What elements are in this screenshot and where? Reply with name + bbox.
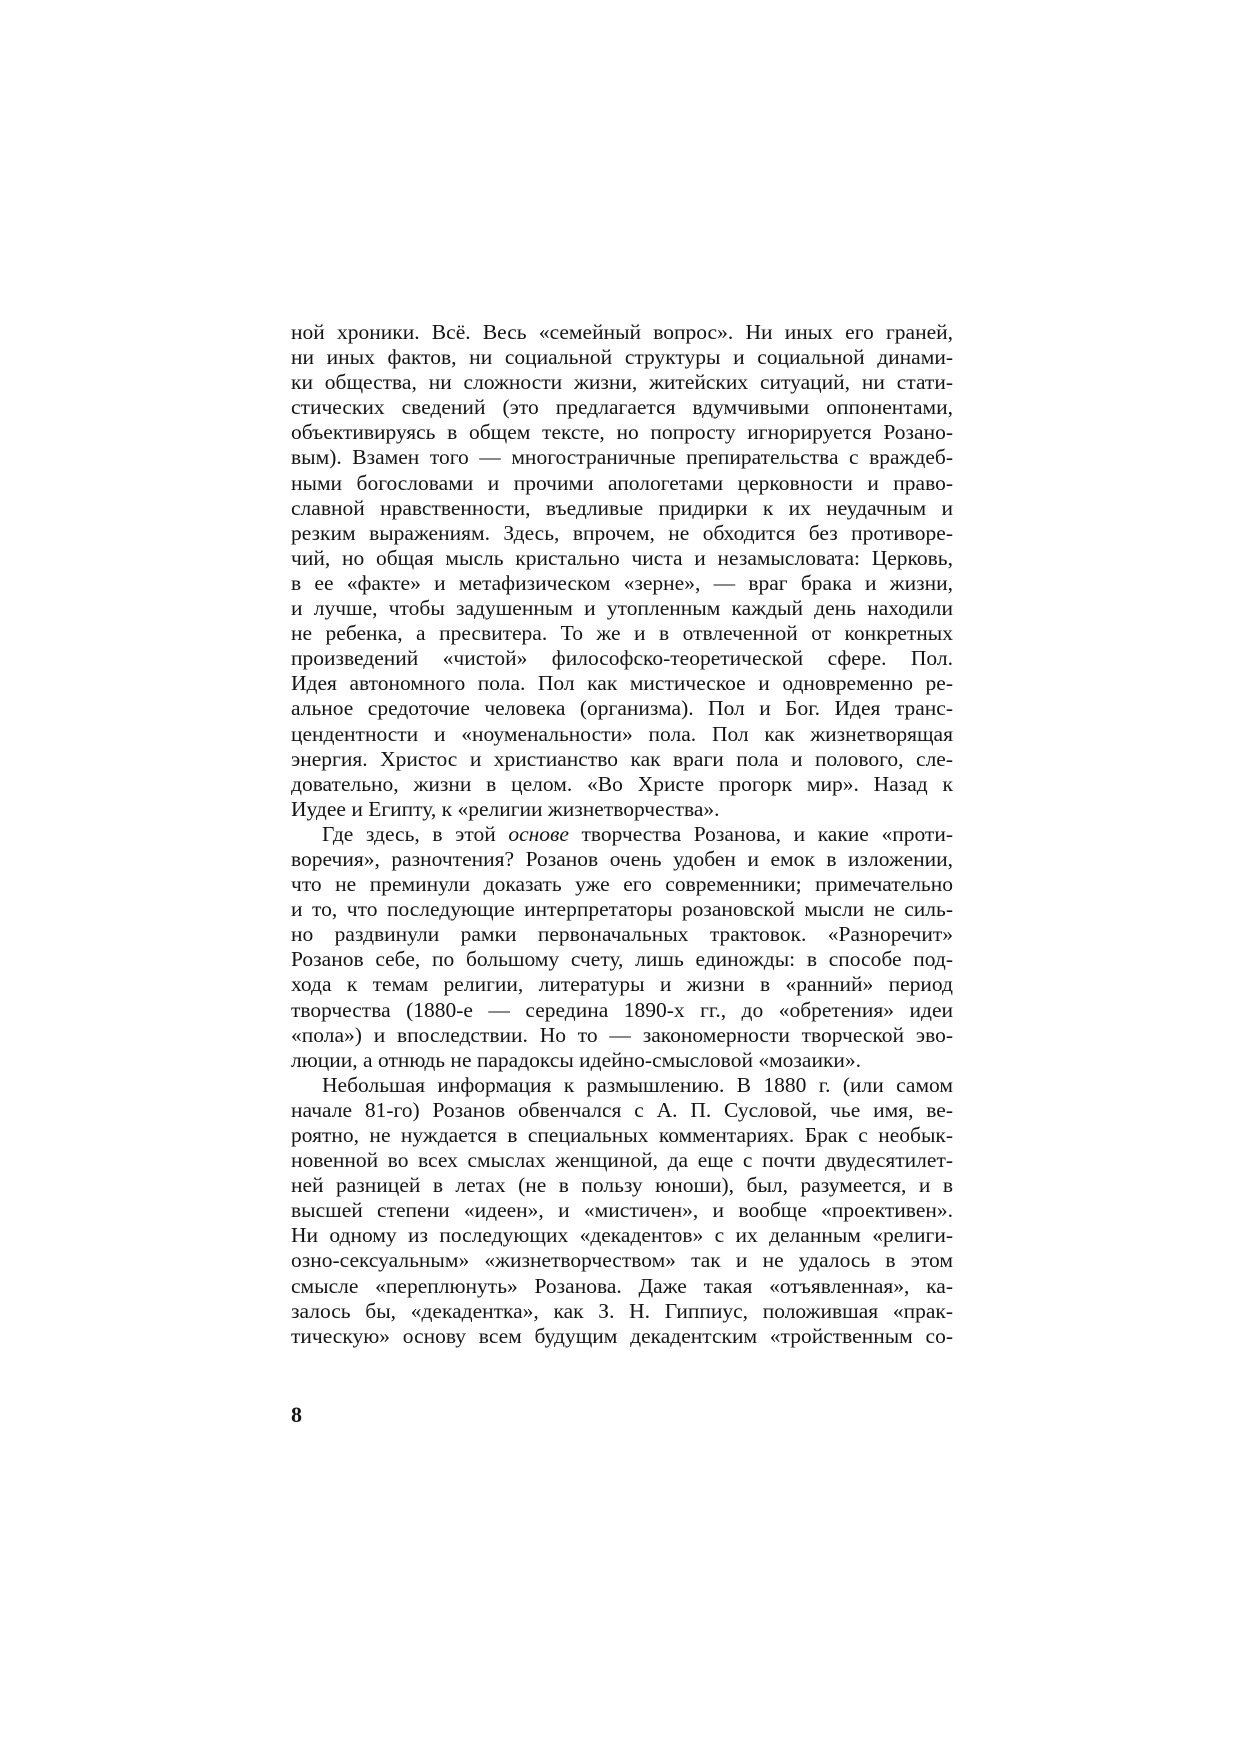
text-line: альное средоточие человека (организма). Пол и Бог. Идея транс- [291,696,953,721]
text-line: стических сведений (это предлагается вдумчивыми оппонентами, [291,395,953,420]
text-line: резким выражениям. Здесь, впрочем, не обходится без противоре- [291,520,953,545]
text-line: объективируясь в общем тексте, но попросту игнорируется Розано- [291,420,953,445]
text-line: люции, а отнюдь не парадоксы идейно-смысловой «мозаики». [291,1047,862,1072]
text-line: славной нравственности, въедливые придирки к их неудачным и [291,495,953,520]
text-line: Небольшая информация к размышлению. В 1880 г. (или самом [322,1072,953,1097]
text-line: новенной во всех смыслах женщиной, да еще с почти двудесятилет- [291,1148,953,1173]
text-line: не ребенка, а пресвитера. То же и в отвлеченной от конкретных [291,621,953,646]
text-line: смысле «переплюнуть» Розанова. Даже такая «отъявленная», ка- [291,1273,953,1298]
text-line: высшей степени «идеен», и «мистичен», и вообще «проективен». [291,1198,953,1223]
text-line: начале 81-го) Розанов обвенчался с А. П. Сусловой, чье имя, ве- [291,1097,953,1122]
text-line: творчества (1880-е — середина 1890-х гг., до «обретения» идеи [291,997,953,1022]
text-line: ной хроники. Всё. Весь «семейный вопрос». Ни иных его граней, [291,320,953,344]
text-line: ней разницей в летах (не в пользу юноши), был, разумеется, и в [291,1173,953,1198]
emphasized-word: основе [508,821,569,846]
text-line: цендентности и «ноуменальности» пола. Пол как жизнетворящая [291,721,953,746]
text-line: воречия», разночтения? Розанов очень удобен и емок в изложении, [291,846,953,871]
body-text [291,320,953,1349]
text-line: хода к темам религии, литературы и жизни в «ранний» период [291,972,953,997]
page-number: 8 [291,1402,302,1427]
text-line: и то, что последующие интерпретаторы розановской мысли не силь- [291,897,953,922]
text-line: Иудее и Египту, к «религии жизнетворчества». [291,796,720,821]
text-line [291,822,953,847]
text-line: «пола») и впоследствии. Но то — закономерности творческой эво- [291,1022,953,1047]
text-line: ными богословами и прочими апологетами церковности и право- [291,470,953,495]
text-line: озно-сексуальным» «жизнетворчеством» так и не удалось в этом [291,1248,953,1273]
text-line: и лучше, чтобы задушенным и утопленным каждый день находили [291,596,953,621]
text-line: в ее «факте» и метафизическом «зерне», — враг брака и жизни, [291,570,953,595]
text-line: но раздвинули рамки первоначальных трактовок. «Разноречит» [291,922,953,947]
text-line: довательно, жизни в целом. «Во Христе прогорк мир». Назад к [291,771,953,796]
text-run: творчества Розанова, и какие «проти- [568,821,953,846]
text-line: ни иных фактов, ни социальной структуры и социальной динами- [291,345,953,370]
text-line: Розанов себе, по большому счету, лишь единожды: в способе под- [291,947,953,972]
text-line: произведений «чистой» философско-теоретической сфере. Пол. [291,646,953,671]
text-line: тическую» основу всем будущим декадентским «тройственным со- [291,1323,953,1348]
text-line: чий, но общая мысль кристально чиста и незамысловата: Церковь, [291,545,953,570]
text-run: Где здесь, в этой [322,821,509,846]
text-line: Ни одному из последующих «декадентов» с их деланным «религи- [291,1223,953,1248]
text-line: ки общества, ни сложности жизни, житейских ситуаций, ни стати- [291,370,953,395]
text-line: роятно, не нуждается в специальных комментариях. Брак с необык- [291,1123,953,1147]
text-line: энергия. Христос и христианство как враги пола и полового, сле- [291,746,953,771]
text-line: залось бы, «декадентка», как З. Н. Гиппиус, положившая «прак- [291,1298,953,1323]
text-line: Идея автономного пола. Пол как мистическое и одновременно ре- [291,671,953,696]
text-line: вым). Взамен того — многостраничные препирательства с враждеб- [291,445,953,470]
text-line: что не преминули доказать уже его современники; примечательно [291,872,953,897]
